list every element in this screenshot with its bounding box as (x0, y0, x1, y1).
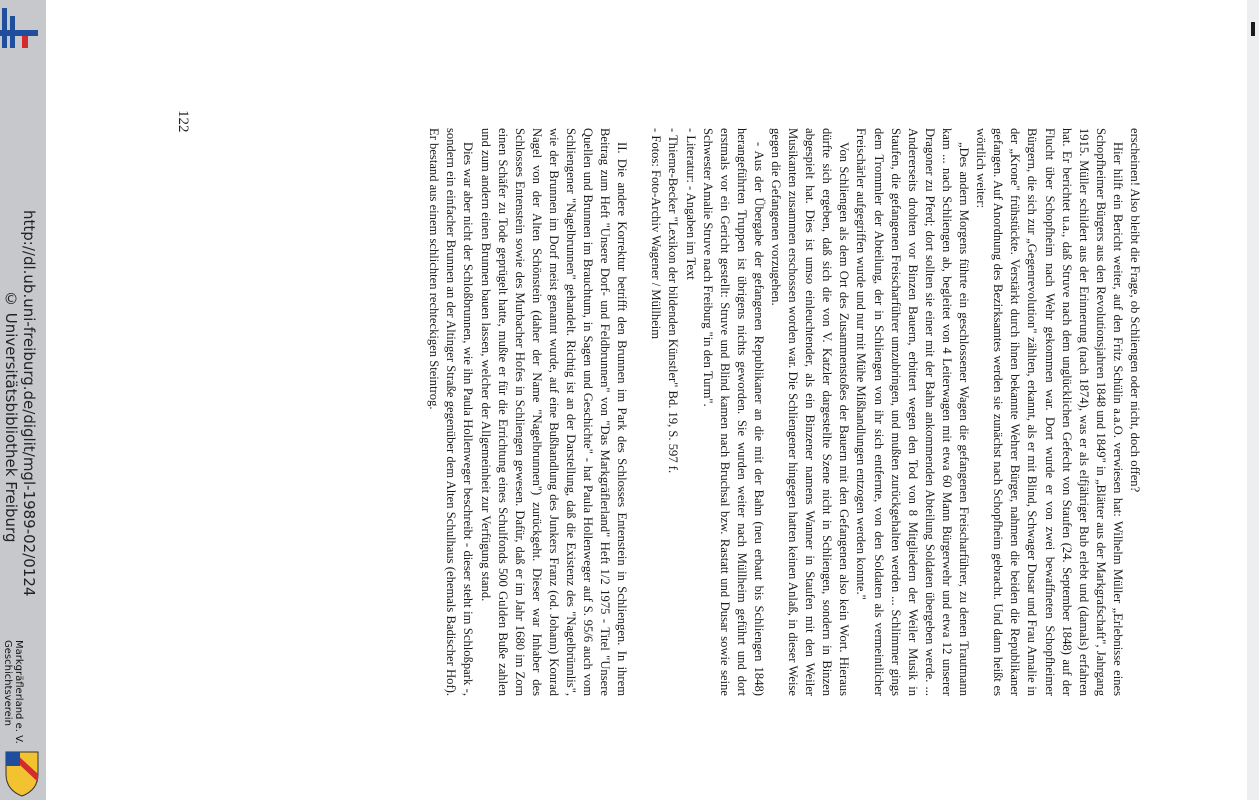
document-url[interactable]: http://dl.ub.uni-freiburg.de/diglit/mgl-1989-02/0124 (20, 210, 38, 597)
spacer (630, 128, 647, 696)
paragraph: Dies war aber nicht der Schloßbrunnen, wie ihn Paula Hollenweger beschreibt - dieser steht im Schloßpark -, sondern ein einfacher Brunnen an der Altinger Straße gegenüber dem Alten Schulhaus (ehemals Badischer Hof). Er bestand aus einem schlichten rechteckigen Steintrog. (427, 128, 476, 696)
viewer-sidebar (0, 0, 46, 800)
university-logo-icon (0, 6, 40, 50)
viewer-right-edge (1247, 0, 1259, 800)
paragraph: Von Schliengen als dem Ort des Zusammenstoßes der Bauern mit den Gefangenen also kein Wort. Hieraus dürfte sich ergeben, daß sich die von V. Katzler dargestellte Szene nicht in Schliengen, sondern in Binzen abgespielt hat. Dies ist umso einleuchtender, als ein Binzener namens Wanner in Staufen mit den Weiler Musikanten zusammen erschossen worden war. Die Schliengener hingegen hatten keinen Anlaß, in dieser Weise gegen die Gefangenen vorzugehen. (769, 128, 852, 696)
paragraph: Hier hilft ein Bericht weiter, auf den Fritz Schülin a.a.O. verwiesen hat: Wilhelm Müller „Erlebnisse eines Schopfheimer Bürgers aus den Revolutionsjahren 1848 und 1849" in „Blätter aus der Markgrafschaft", Jahrgang 1915. Müller schildert aus der Erinnerung (nach 1874), was er als elfjähriger Bub erlebt und (damals) erfahren hat. Er berichtet u.a., daß Struve nach dem unglücklichen Gefecht von Staufen (24. September 1848) auf der Flucht über Schopfheim nach Wehr gekommen war. Dort wurde er von zwei bewaffneten Schopfheimer Bürgern, die sich zur „Gegenrevolution" zählten, erkannt, als er mit Blind, Schwager Dusar und Frau Amalie in der „Krone" frühstückte. Verstärkt durch ihnen bekannte Wehrer Bürger, nahmen die beiden die Republikaner gefangen. Auf Anordnung des Bezirksamtes werden sie zunächst nach Schopfheim gebracht. Und dann heißt es wörtlich weiter: (974, 128, 1125, 696)
copyright-text: © Universitätsbibliothek Freiburg (2, 290, 20, 543)
paragraph: erscheinen! Also bleibt die Frage, ob Schliengen oder nicht, doch offen? (1128, 128, 1142, 493)
list-item: - Thieme-Becker "Lexikon der bildenden Künstler" Bd. 19, S. 597 f. (666, 128, 681, 474)
society-name: Markgräflerland e. V. Geschichtsverein (2, 640, 24, 744)
list-item: - Fotos: Foto-Archiv Wagener / Müllheim (649, 128, 664, 340)
paragraph: „Des andern Morgens führte ein geschlossener Wagen die gefangenen Freischarführer, zu denen Trautmann kam ... nach Schliengen ab, begleitet von 4 Leiterwagen mit etwa 60 Mann Bürgerwehr und etwa 12 unserer Dragoner zu Pferd; dort sollten sie einer mit der Bahn ankommenden Abteilung Soldaten übergeben werde. ... Andererseits drohten vor Binzen Bauern, erbittert wegen den Tod von 8 Mitgliedern der Weiler Musik in Staufen, die gefangenen Freischarführer umzubringen, und mußten zurückgehalten werden ... Schlimmer gings dem Trommler der Abteilung, der in Schliengen von ihr sich entfernte, von den Soldaten als vermeintlicher Freischärler aufgegriffen wurde und nur mit Mühe Mißhandlungen entzogen werden konnte." (854, 128, 972, 696)
page-number: 122 (175, 110, 191, 133)
paragraph: II. Die andere Korrektur betrifft den Brunnen im Park des Schlosses Entenstein in Schliengen. In ihrem Beitrag zum Heft "Unsere Dorf- und Feldbrunnen" von "Das Markgräflerland" Heft 1/2 1975 - Titel "Unsere Quellen und Brunnen im Brauchtum, in Sagen und Geschichte" - hat Paula Hollenweger auf S. 95/6 auch vom Schliengener "Nagelbrunnen" gehandelt. Richtig ist an der Darstellung, daß die Existenz des "Nagelbrünnlis", wie der Brunnen im Dorf meist genannt wurde, auf eine Bußhandlung des Junkers Franz (od. Johann) Konrad Nagel von der Alten Schönstein (daher der Name "Nagelbrunnen") zurückgeht. Dieser war Inhaber des Schlosses Entenstein sowie des Murbacher Hofes in Schliengen gewesen. Dafür, daß er im Jahr 1680 im Zorn einen Schäfer zu Tode geprügelt hatte, mußte er für die Errichtung eines Schulfonds 500 Gulden Buße zahlen und zum andern einen Brunnen bauen lassen, welcher der Allgemeinheit zur Verfügung stand. (478, 128, 630, 696)
source-list (647, 128, 698, 696)
document-page (163, 128, 1143, 696)
edge-marker (1251, 22, 1255, 36)
paragraph: - Aus der Übergabe der gefangenen Republikaner an die mit der Bahn (neu erbaut bis Schliengen 1848) herangeführten Truppen ist übrigens nichts geworden. Sie wurden weiter nach Müllheim geführt und dort erstmals vor ein Gericht gestellt: Struve und Blind kamen nach Bruchsal bzw. Rastatt und Dusar sowie seine Schwester Amalie Struve nach Freiburg "in den Turm". (700, 128, 766, 696)
list-item: - Literatur: - Angaben im Text (683, 128, 698, 280)
society-coat-of-arms-icon (2, 748, 42, 798)
